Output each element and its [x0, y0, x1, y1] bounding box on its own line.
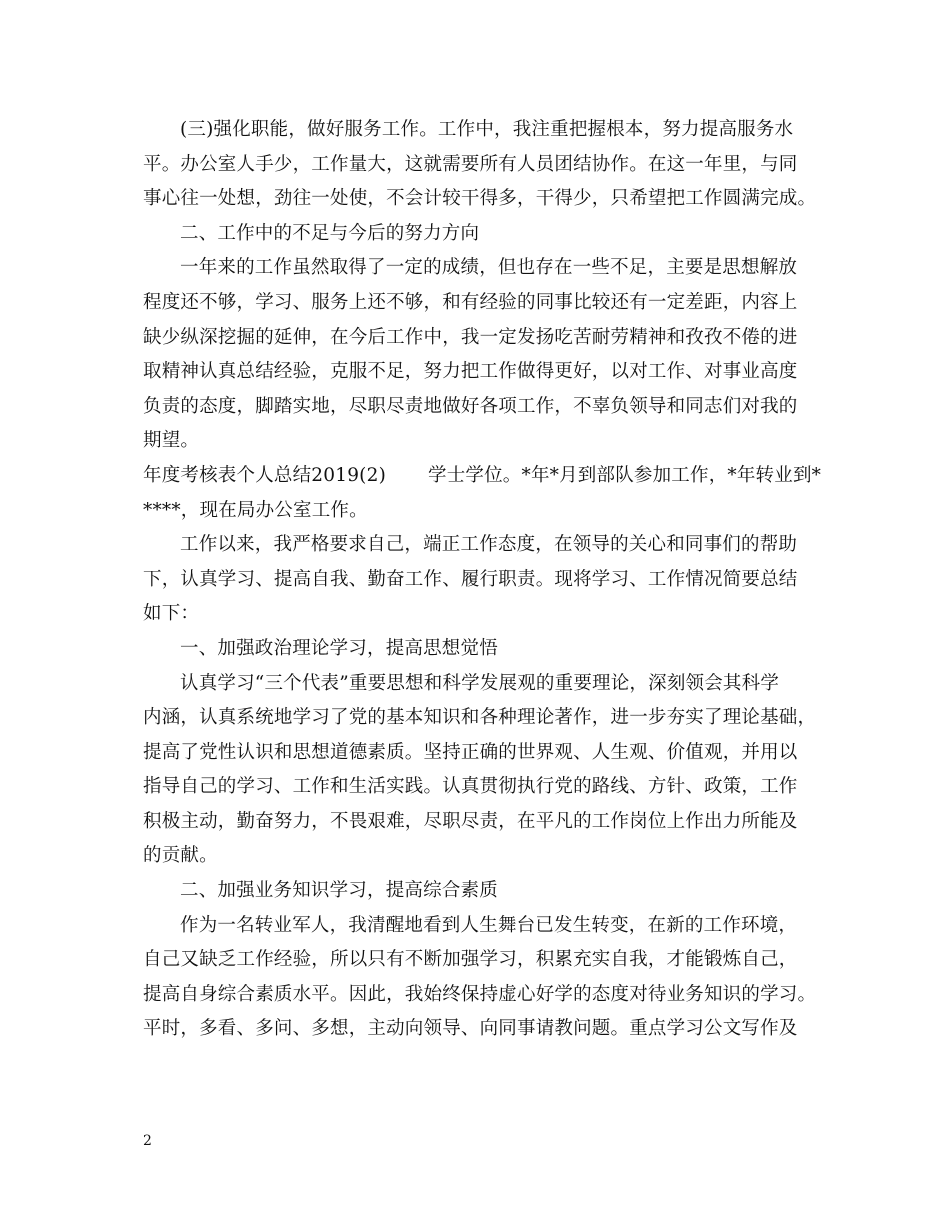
paragraph-line: 平。办公室人手少，工作量大，这就需要所有人员团结协作。在这一年里，与同: [143, 153, 798, 175]
document-title-line: [143, 459, 822, 494]
paragraph-line: ****，现在局办公室工作。: [143, 499, 368, 521]
section-heading: 二、工作中的不足与今后的努力方向: [180, 222, 480, 244]
paragraph-line: 提高自身综合素质水平。因此，我始终保持虚心好学的态度对待业务知识的学习。: [143, 983, 817, 1005]
paragraph-line: 缺少纵深挖掘的延伸，在今后工作中，我一定发扬吃苦耐劳精神和孜孜不倦的进: [143, 326, 798, 348]
paragraph-line: 指导自己的学习、工作和生活实践。认真贯彻执行党的路线、方针、政策，工作: [143, 776, 798, 798]
paragraph-line: (三)强化职能，做好服务工作。工作中，我注重把握根本，努力提高服务水: [180, 119, 794, 140]
paragraph-line: 下，认真学习、提高自我、勤奋工作、履行职责。现将学习、工作情况简要总结: [143, 568, 798, 590]
page-number: 2: [143, 1133, 152, 1149]
paragraph-line: 提高了党性认识和思想道德素质。坚持正确的世界观、人生观、价值观，并用以: [143, 741, 798, 763]
paragraph-line: 认真学习“三个代表”重要思想和科学发展观的重要理论，深刻领会其科学: [180, 672, 780, 694]
paragraph-line: 期望。: [143, 430, 200, 452]
paragraph-line: 取精神认真总结经验，克服不足，努力把工作做得更好，以对工作、对事业高度: [143, 361, 798, 383]
paragraph-line: 程度还不够，学习、服务上还不够，和有经验的同事比较还有一定差距，内容上: [143, 291, 798, 313]
paragraph-line: 内涵，认真系统地学习了党的基本知识和各种理论著作，进一步夯实了理论基础，: [143, 707, 817, 729]
section-heading: 一、加强政治理论学习，提高思想觉悟: [180, 637, 498, 659]
paragraph-line: 负责的态度，脚踏实地，尽职尽责地做好各项工作，不辜负领导和同志们对我的: [143, 395, 798, 417]
paragraph-line: 自己又缺乏工作经验，所以只有不断加强学习，积累充实自我，才能锻炼自己，: [143, 949, 798, 971]
document-title: 年度考核表个人总结2019(2): [143, 464, 386, 486]
paragraph-line: 平时，多看、多问、多想，主动向领导、向同事请教问题。重点学习公文写作及: [143, 1018, 798, 1040]
paragraph-line: 的贡献。: [143, 845, 218, 867]
paragraph-line: 一年来的工作虽然取得了一定的成绩，但也存在一些不足，主要是思想解放: [180, 257, 798, 279]
paragraph-line: 作为一名转业军人，我清醒地看到人生舞台已发生转变，在新的工作环境，: [180, 914, 798, 936]
section-heading: 二、加强业务知识学习，提高综合素质: [180, 880, 498, 902]
document-body: [143, 113, 822, 1047]
paragraph-line: 积极主动，勤奋努力，不畏艰难，尽职尽责，在平凡的工作岗位上作出力所能及: [143, 810, 798, 832]
paragraph-line: 事心往一处想，劲往一处使，不会计较干得多，干得少，只希望把工作圆满完成。: [143, 188, 817, 210]
paragraph-line: 工作以来，我严格要求自己，端正工作态度，在领导的关心和同事们的帮助: [180, 534, 798, 556]
paragraph-line: 如下：: [143, 603, 200, 625]
title-following-text: 学士学位。*年*月到部队参加工作，*年转业到*: [428, 464, 822, 486]
